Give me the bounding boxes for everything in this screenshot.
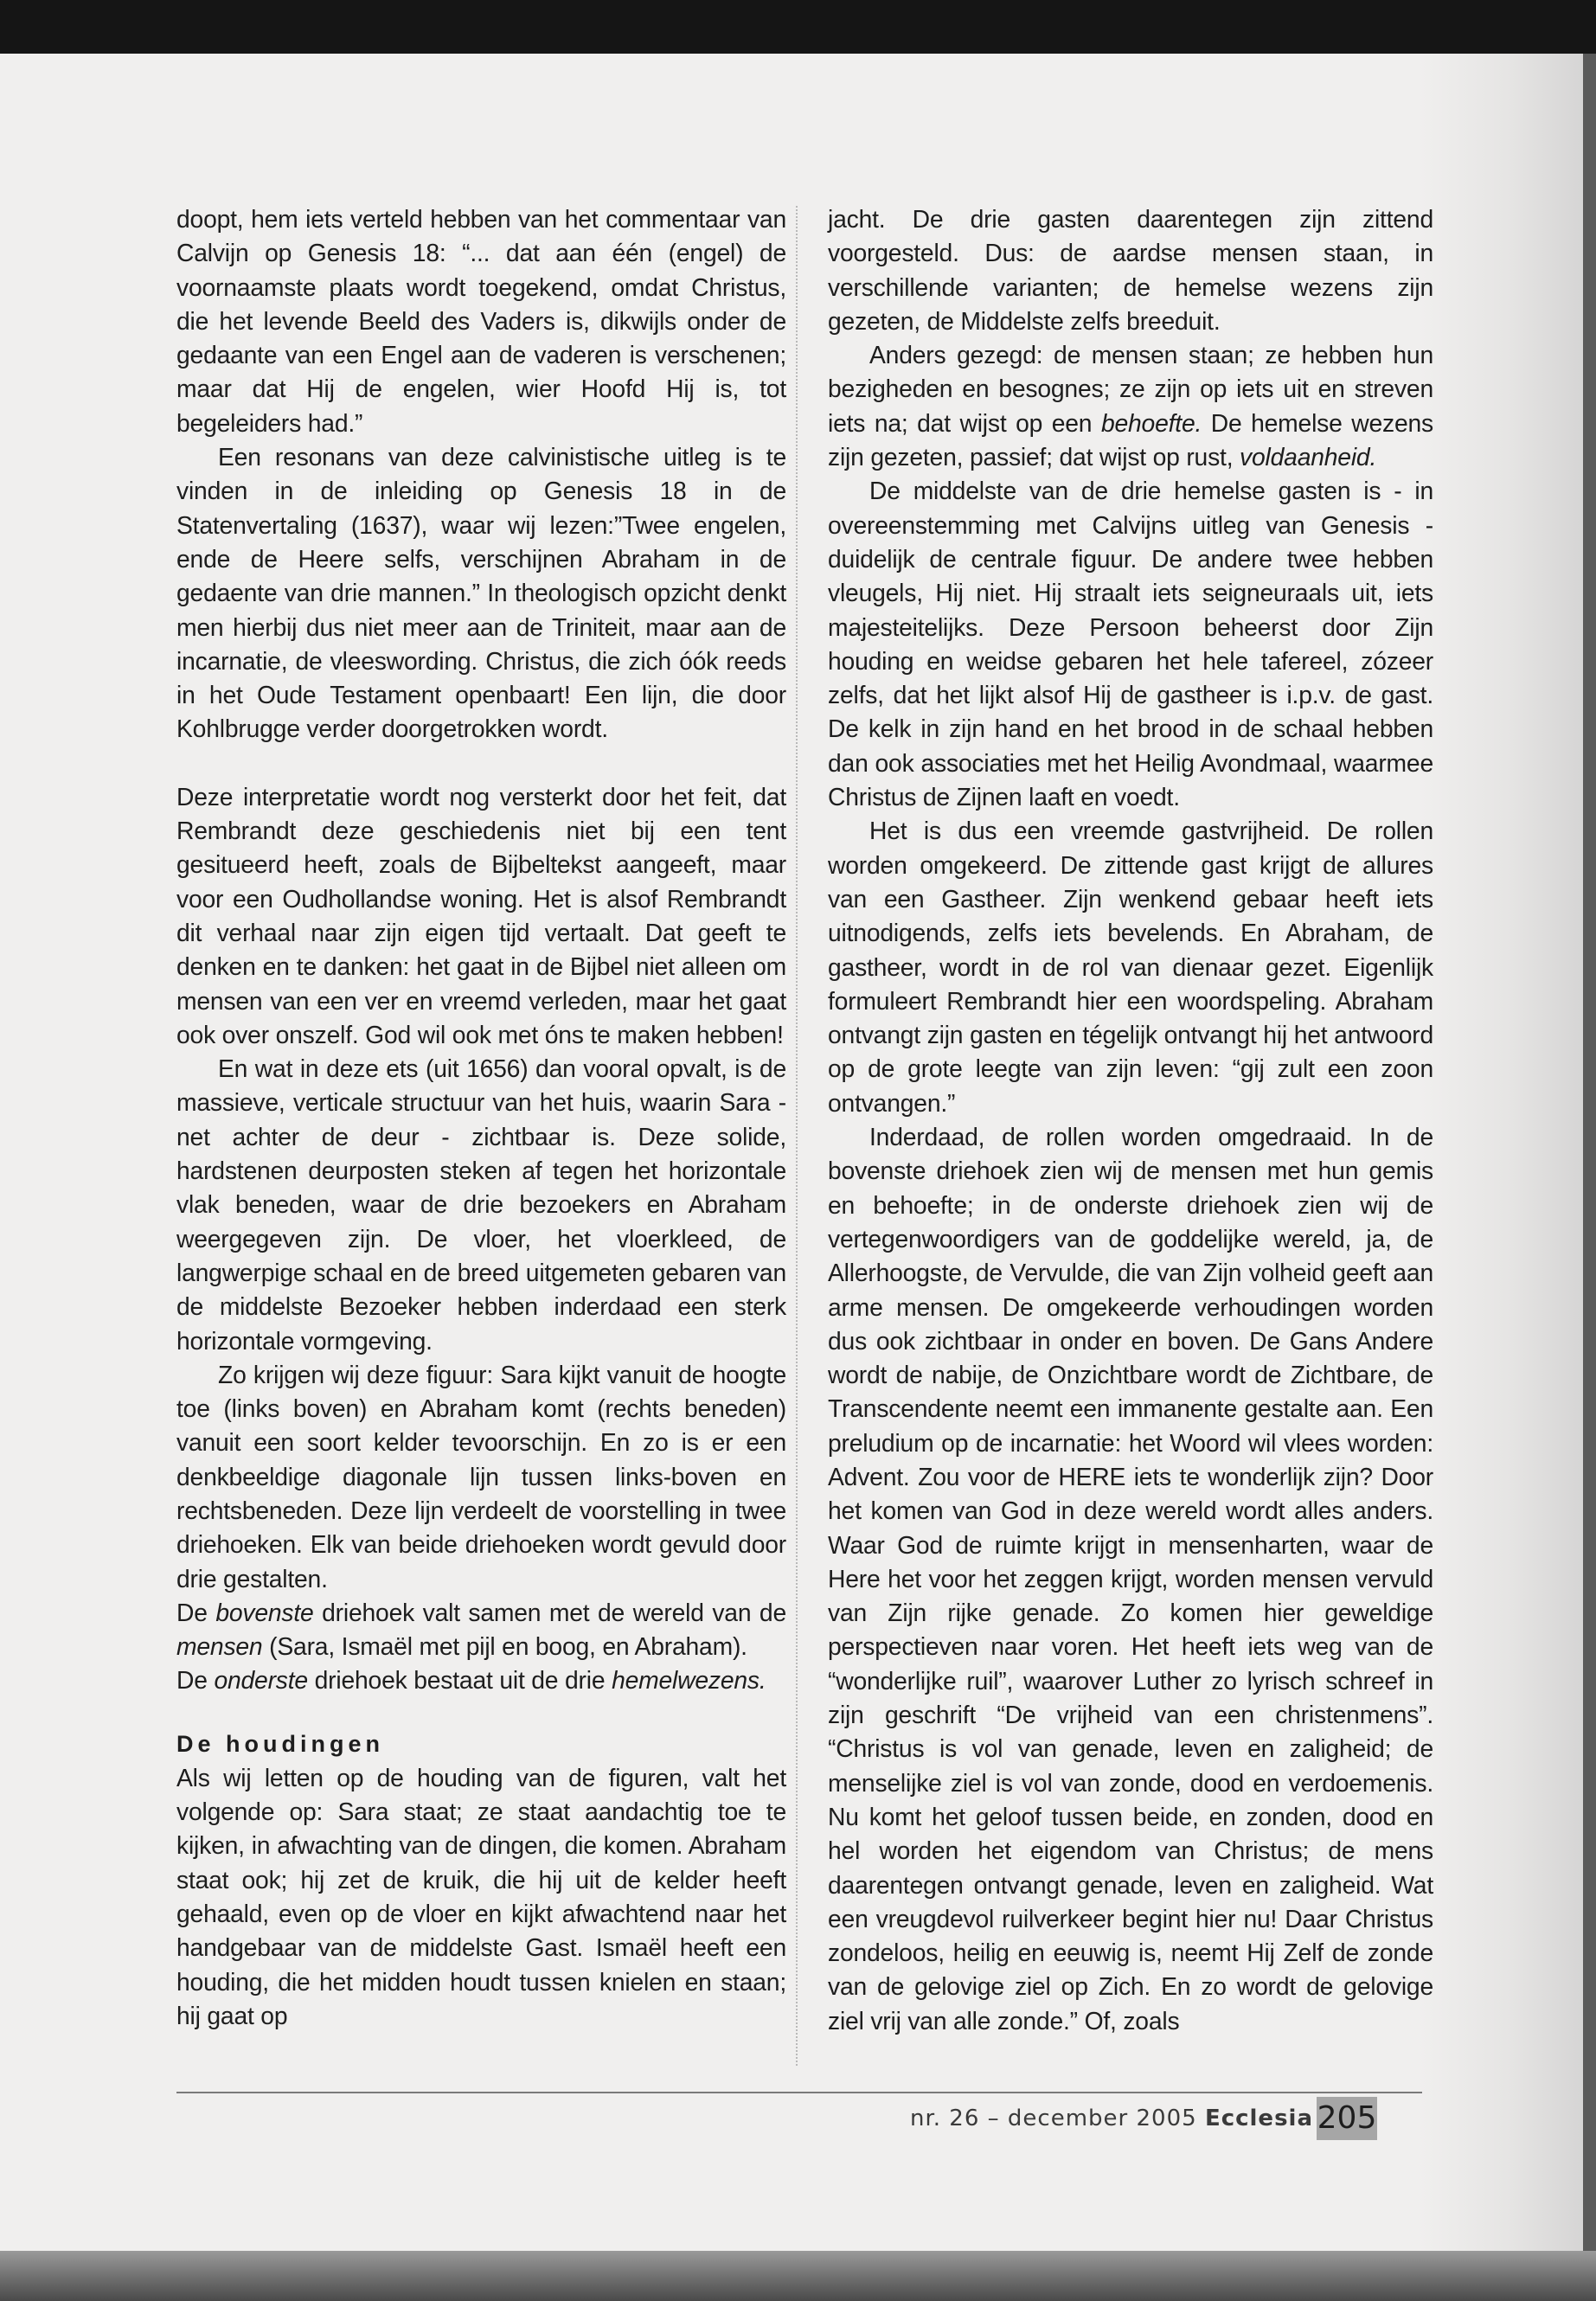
page-edge-shadow [1419, 54, 1583, 2251]
right-paragraph-3: De middelste van de drie hemelse gasten is - in overeenstemming met Calvijns uitleg van Genesis - duidelijk de centrale figuur. De andere twee hebben vleugels, Hij niet. Hij straalt iets seigneuraals uit, iets majesteitelijks. Deze Persoon beheerst door Zijn houding en weidse gebaren het hele tafereel, zózeer zelfs, dat het lijkt alsof Hij de gastheer is i.p.v. de gast. De kelk in zijn hand en het brood in de schaal hebben dan ook associaties met het Heilig Avondmaal, waarmee Christus de Zijnen laaft en voedt. [828, 477, 1433, 811]
footer-issue-line [910, 2106, 1313, 2131]
scan-bottom-border [0, 2251, 1596, 2301]
footer-magazine: Ecclesia [1204, 2106, 1314, 2131]
rp2-text-b: De hemelse wezens zijn gezeten, passief; dat wijst op rust, [828, 408, 1433, 471]
p7-text-b: driehoek bestaat uit de drie [307, 1666, 612, 1695]
right-paragraph-1: jacht. De drie gasten daarentegen zijn zittend voorgesteld. Dus: de aardse mensen staan, in verschillende varianten; de hemelse wezens zijn gezeten, de Middelste zelfs breeduit. [828, 205, 1433, 335]
left-paragraph-6 [176, 1596, 786, 1664]
p6-text-a: De [176, 1598, 216, 1626]
left-paragraph-4: En wat in deze ets (uit 1656) dan vooral opvalt, is de massieve, verticale structuur van het huis, waarin Sara - net achter de deur - zichtbaar is. Deze solide, hardstenen deurposten steken af tegen het horizontale vlak beneden, waar de drie bezoekers en Abraham weergegeven zijn. De vloer, het vloerkleed, de langwerpige schaal en de breed uitgemeten gebaren van de middelste Bezoeker hebben inderdaad een sterk horizontale vormgeving. [176, 1054, 786, 1355]
left-paragraph-2: Een resonans van deze calvinistische uitleg is te vinden in de inleiding op Genesis 18 in de Statenvertaling (1637), waar wij lezen:”Twee engelen, ende de Heere selfs, verschijnen Abraham in de gedaente van drie mannen.” In theologisch opzicht denkt men hierbij dus niet meer aan de Triniteit, maar aan de incarnatie, de vleeswording. Christus, die zich óók reeds in het Oude Testament openbaart! Een lijn, die door Kohlbrugge verder doorgetrokken wordt. [176, 443, 786, 743]
p6-emphasis-bovenste: bovenste [215, 1598, 314, 1626]
p6-text-c: (Sara, Ismaël met pijl en boog, en Abraham). [262, 1632, 747, 1661]
rp2-emphasis-voldaanheid: voldaanheid. [1240, 443, 1377, 471]
rp2-emphasis-behoefte: behoefte. [1100, 408, 1202, 437]
left-paragraph-5: Zo krijgen wij deze figuur: Sara kijkt vanuit de hoogte toe (links boven) en Abraham komt (rechts beneden) vanuit een soort kelder tevoorschijn. En zo is er een denkbeeldige diagonale lijn tussen links-boven en rechtsbeneden. Deze lijn verdeelt de voorstelling in twee driehoeken. Elk van beide driehoeken wordt gevuld door drie gestalten. [176, 1360, 786, 1593]
p7-emphasis-hemelwezens: hemelwezens. [612, 1666, 766, 1695]
p7-emphasis-onderste: onderste [214, 1666, 308, 1695]
footer-issue: nr. 26 – december 2005 [910, 2106, 1205, 2131]
p6-emphasis-mensen: mensen [176, 1632, 263, 1661]
p6-text-b: driehoek valt samen met de wereld van de [313, 1598, 786, 1626]
column-divider [796, 206, 798, 2066]
footer-rule [176, 2092, 1422, 2093]
right-paragraph-5: Inderdaad, de rollen worden omgedraaid. In de bovenste driehoek zien wij de mensen met hun gemis en behoefte; in de onderste driehoek zien wij de vertegenwoordigers van de goddelijke wereld, ja, de Allerhoogste, de Vervulde, die van Zijn volheid geeft aan arme mensen. De omgekeerde verhoudingen worden dus ook zichtbaar in onder en boven. De Gans Andere wordt de nabije, de Onzichtbare wordt de Zichtbare, de Transcendente neemt een immanente gestalte aan. Een preludium op de incarnatie: het Woord wil vlees worden: Advent. Zou voor de HERE iets te wonderlijk zijn? Door het komen van God in deze wereld wordt alles anders. Waar God de ruimte krijgt in mensenharten, waar de Here het voor het zeggen krijgt, worden mensen vervuld van Zijn rijke genade. Zo komen hier geweldige perspectieven naar voren. Het heeft iets weg van de “wonderlijke ruil”, waarover Luther zo lyrisch schreef in zijn geschrift “De vrijheid van een christenmens”. “Christus is vol van genade, leven en zaligheid; de menselijke ziel is vol van zonde, dood en verdoemenis. Nu komt het geloof tussen beide, en zonden, dood en hel worden het eigendom van Christus; de mens daarentegen ontvangt genade, leven en zaligheid. Wat een vreugdevol ruilverkeer begint hier nu! Daar Christus zondeloos, heilig en eeuwig is, neemt Hij Zelf de zonde van de gelovige ziel op Zich. En zo wordt de gelovige ziel vrij van alle zonde.” Of, zoals [828, 1123, 1433, 2035]
right-paragraph-4: Het is dus een vreemde gastvrijheid. De rollen worden omgekeerd. De zittende gast krijgt de allures van een Gastheer. Zijn wenkend gebaar heeft iets uitnodigends, zelfs iets bevelends. En Abraham, de gastheer, wordt in de rol van dienaar gezet. Eigenlijk formuleert Rembrandt hier een woordspeling. Abraham ontvangt zijn gasten en tégelijk ontvangt hij het antwoord op de grote leegte van zijn leven: “gij zult een zoon ontvangen.” [828, 817, 1433, 1117]
left-paragraph-3: Deze interpretatie wordt nog versterkt door het feit, dat Rembrandt deze geschiedenis niet bij een tent gesitueerd heeft, zoals de Bijbeltekst aangeeft, maar voor een Oudhollandse woning. Het is alsof Rembrandt dit verhaal naar zijn eigen tijd vertaalt. Dat geeft te denken en te danken: het gaat in de Bijbel niet alleen om mensen van een ver en vreemd verleden, maar het gaat ook over onszelf. God wil ook met óns te maken hebben! [176, 782, 786, 1048]
p7-text-a: De [176, 1666, 215, 1695]
left-paragraph-7 [176, 1663, 786, 1697]
left-column [176, 202, 786, 2033]
left-paragraph-8: Als wij letten op de houding van de figuren, valt het volgende op: Sara staat; ze staat aandachtig toe te kijken, in afwachting van de dingen, die komen. Abraham staat ook; hij zet de kruik, die hij uit de kelder heeft gehaald, even op de vloer en kijkt afwachtend naar het handgebaar van de middelste Gast. Ismaël heeft een houding, die het midden houdt tussen knielen en staan; hij gaat op [176, 1763, 786, 2029]
right-column [828, 202, 1433, 2038]
right-paragraph-2 [828, 338, 1433, 474]
scan-top-border [0, 0, 1596, 54]
left-paragraph-1: doopt, hem iets verteld hebben van het commentaar van Calvijn op Genesis 18: “... dat aan één (engel) de voornaamste plaats wordt toegekend, omdat Christus, die het levende Beeld des Vaders is, dikwijls onder de gedaante van een Engel aan de vaderen is verschenen; maar dat Hij de engelen, wier Hoofd Hij is, tot begeleiders had.” [176, 205, 786, 437]
rp2-text-a: Anders gezegd: de mensen staan; ze hebben hun bezigheden en besognes; ze zijn op iets uit en streven iets na; dat wijst op een [828, 341, 1433, 437]
section-heading: De houdingen [176, 1730, 384, 1757]
page-number: 205 [1317, 2097, 1377, 2140]
